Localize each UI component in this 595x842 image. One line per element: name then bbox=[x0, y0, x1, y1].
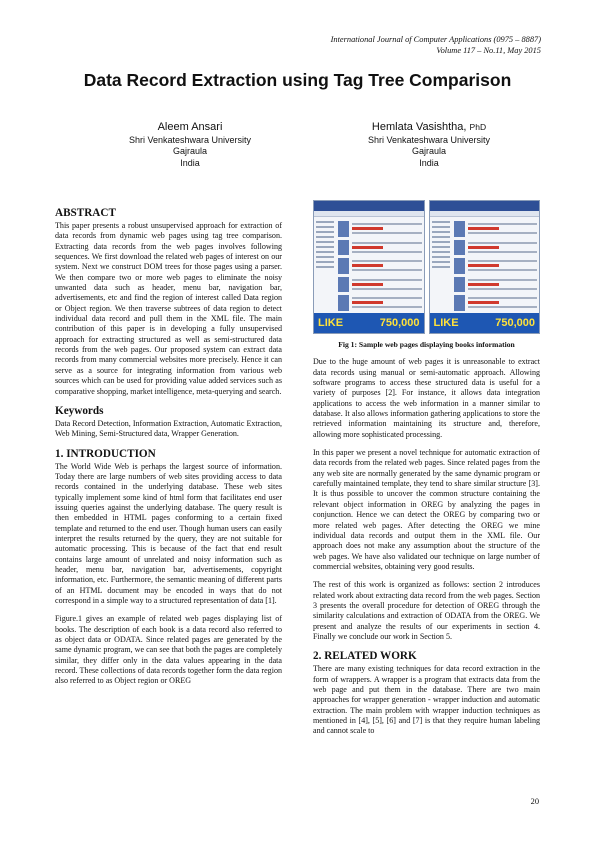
paper-title: Data Record Extraction using Tag Tree Comparison bbox=[83, 70, 512, 90]
author-country: India bbox=[419, 157, 439, 168]
journal-volume: Volume 117 – No.11, May 2015 bbox=[436, 45, 541, 55]
author-city: Gajraula bbox=[172, 146, 208, 157]
related-work-heading: 2. RELATED WORK bbox=[313, 650, 417, 663]
web-page-screenshot-1 bbox=[313, 200, 425, 334]
keywords-heading: Keywords bbox=[55, 404, 104, 417]
journal-name: International Journal of Computer Applications (0975 – 8887) bbox=[330, 35, 541, 44]
abstract-text: This paper presents a robust unsupervised approach for extraction of data records from dynamic web pages using tag tree comparison. Extracting data records from the web pages involves following sequences. We first download the related web pages of interest on our system. Next we construct DOM trees for those pages using a parser. We then compare two or more web pages to eliminate the noisy unwanted data such as header, menu bar, navigation bar, advertisements, etc and find the region of interest called Data region or Object region. We then traverse subtrees of data region to detect individual data record and pull them in the XML file. The main contribution of this paper is in developing a fully unsupervised approach for extracting structured as well as semi-structured data records from the web pages. Our proposed system can extract data records from many commercial websites more precisely. Hence it can serve as a source for integrating information from various web sources which can be used for providing value added services such as comparative shopping, market intelligence, meta-querying and search. bbox=[55, 221, 282, 396]
author-name: Aleem Ansari bbox=[157, 121, 223, 133]
body-paragraph: In this paper we present a novel technique for automatic extraction of data records from the related web pages. Since related pages from the any web site are normally generated by the same dynamic program or carefully maintained template, they tend to share similar structure [3]. It is thus possible to uncover the common structure containing the relevant object information in OREG by analyzing the pages in conjunction. Hence we can detect the OREG by comparing two or more related web pages. After detecting the OREG we mine individual data records and output them in the XML file. Our approach does not make any assumption about the structure of the web pages. We have also validated our technique on large number of commercial websites, obtaining very good results. bbox=[313, 448, 540, 571]
screenshot-banner: LIKE 750,000 bbox=[314, 313, 424, 333]
journal-header bbox=[331, 35, 541, 56]
body-paragraph: The rest of this work is organized as follows: section 2 introduces related work about extracting data record from the web pages. Section 3 presents the overall procedure for detection of OREG through the similarity calculations and extraction of ODATA from the OREG. We present and analyze the results of our experiments in section 4. Finally we conclude our work in Section 5. bbox=[313, 580, 540, 641]
figure-1 bbox=[313, 200, 540, 350]
author-city: Gajraula bbox=[411, 146, 447, 157]
screenshot-banner: LIKE 750,000 bbox=[430, 313, 540, 333]
page-number: 20 bbox=[530, 797, 539, 806]
related-work-text: There are many existing techniques for data record extraction in the form of wrappers. A wrapper is a program that extracts data from the web page and put them in the database. There are two main approaches for wrapper generation - wrapper induction and automatic extraction. The main problem with wrapper induction techniques as mentioned in [4], [5], [6] and [7] is that they require human labeling and cannot scale to bbox=[313, 664, 540, 736]
left-column bbox=[55, 207, 282, 695]
author-country: India bbox=[180, 157, 200, 168]
author-name: Hemlata Vasishtha, PhD bbox=[371, 121, 487, 133]
body-paragraph: Due to the huge amount of web pages it is unreasonable to extract data records using manual or semi-automatic approach. Allowing software programs to access these structured data is useful for a variety of purposes [2]. For instance, it allows data integration applications to access the web information in a manner similar to database. It also allows information gathering applications to store the retrieved information maintaining its structure and, therefore, allowing more sophisticated processing. bbox=[313, 357, 540, 439]
abstract-heading: ABSTRACT bbox=[55, 207, 116, 219]
author-block-2 bbox=[319, 122, 539, 169]
keywords-text: Data Record Detection, Information Extraction, Automatic Extraction, Web Mining, Semi-Structured data, Wrapper Generation. bbox=[55, 418, 282, 439]
figure-image bbox=[313, 200, 540, 334]
figure-caption: Fig 1: Sample web pages displaying books information bbox=[338, 340, 515, 349]
right-column bbox=[313, 200, 540, 743]
author-block-1 bbox=[80, 122, 300, 169]
web-page-screenshot-2 bbox=[429, 200, 541, 334]
introduction-heading: 1. INTRODUCTION bbox=[55, 447, 156, 460]
author-affiliation: Shri Venkateshwara University bbox=[128, 134, 252, 145]
author-affiliation: Shri Venkateshwara University bbox=[367, 134, 491, 145]
introduction-paragraph-1: The World Wide Web is perhaps the largest source of information. Today there are large numbers of web sites providing access to data records contained in the underlying database. These web sites typically implement some kind of html form that facilitates end user issuing queries against the underlying database. The query result is then embedded in HTML pages conforming to a certain fixed template and returned to the end user. Though human users can easily interpret the results returned by the query, they are not suitable for automatic processing. This is because of the fact that end result contains large amount of unrelated and noisy information such as header, menu bar, navigation bar, advertisements, copyright information, etc. Furthermore, the semantic meaning of different parts of an HTML document may be encoded in ways that do not correspond in a simple way to a structured representation of data [1]. bbox=[55, 461, 282, 605]
introduction-paragraph-2: Figure.1 gives an example of related web pages displaying list of books. The description of each book is a data record also referred to as object data or ODATA. Since related pages are generated by the same dynamic program, we can see that both the pages are completely similar, they differ only in the data values appearing in the data record. These collections of data records together form the data region also referred to as Object region or OREG bbox=[55, 614, 282, 686]
